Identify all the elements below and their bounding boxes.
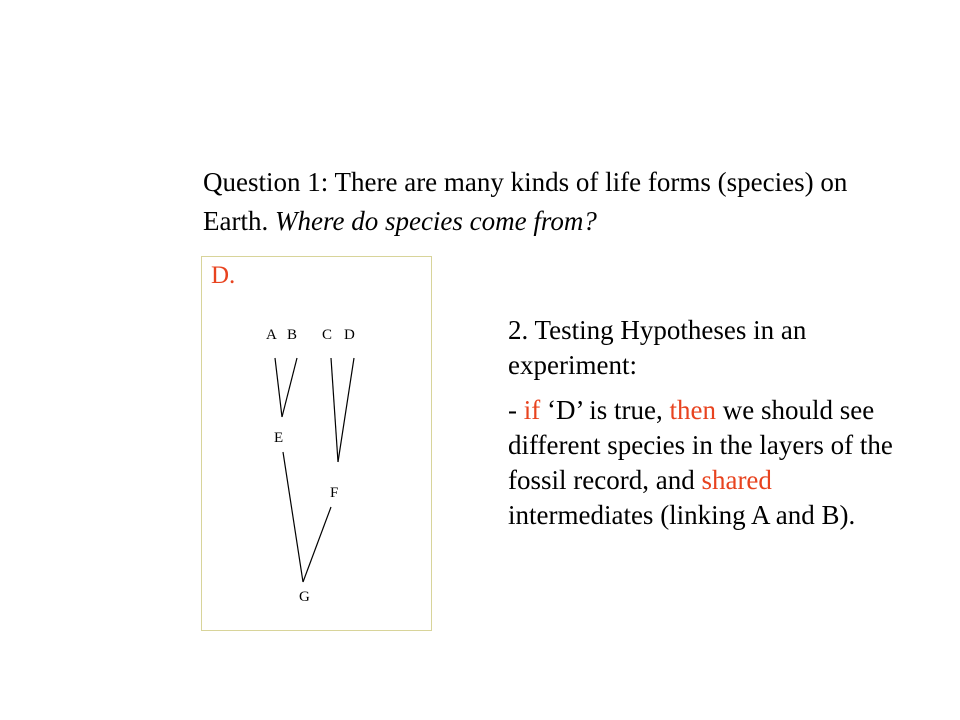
section-2-bullet — [508, 393, 918, 533]
node-a: A — [266, 327, 277, 343]
section-2 — [508, 313, 918, 533]
question-1 — [203, 163, 903, 241]
branch-b-e — [282, 358, 297, 417]
section-2-heading: 2. Testing Hypotheses in an experiment: — [508, 315, 807, 380]
branch-a-e — [275, 358, 282, 417]
if-keyword: if — [523, 395, 541, 425]
bullet-prefix: - — [508, 395, 524, 425]
node-d: D — [344, 327, 355, 343]
branch-e-g — [283, 452, 303, 582]
then-keyword: then — [669, 395, 716, 425]
bullet-end: intermediates (linking A and B). — [508, 500, 856, 530]
branch-c-f — [331, 358, 338, 462]
node-e: E — [274, 430, 284, 446]
branch-f-g — [303, 507, 331, 582]
shared-keyword: shared — [701, 465, 772, 495]
question-1-italic: Where do species come from? — [274, 206, 597, 236]
node-c: C — [322, 327, 333, 343]
node-b: B — [287, 327, 298, 343]
panel-label: D. — [211, 262, 236, 289]
node-g: G — [299, 589, 310, 605]
bullet-hypothesis: ‘D’ is true, — [540, 395, 670, 425]
hypothesis-d-panel — [201, 256, 432, 631]
phylogenetic-tree — [202, 257, 433, 632]
node-f: F — [330, 485, 339, 501]
question-1-text: Question 1: There are many kinds of life forms (species) on Earth. — [203, 167, 848, 236]
branch-d-f — [338, 358, 354, 462]
bullet-middle: we should see different species in the layers of the fossil record, and — [508, 395, 893, 495]
